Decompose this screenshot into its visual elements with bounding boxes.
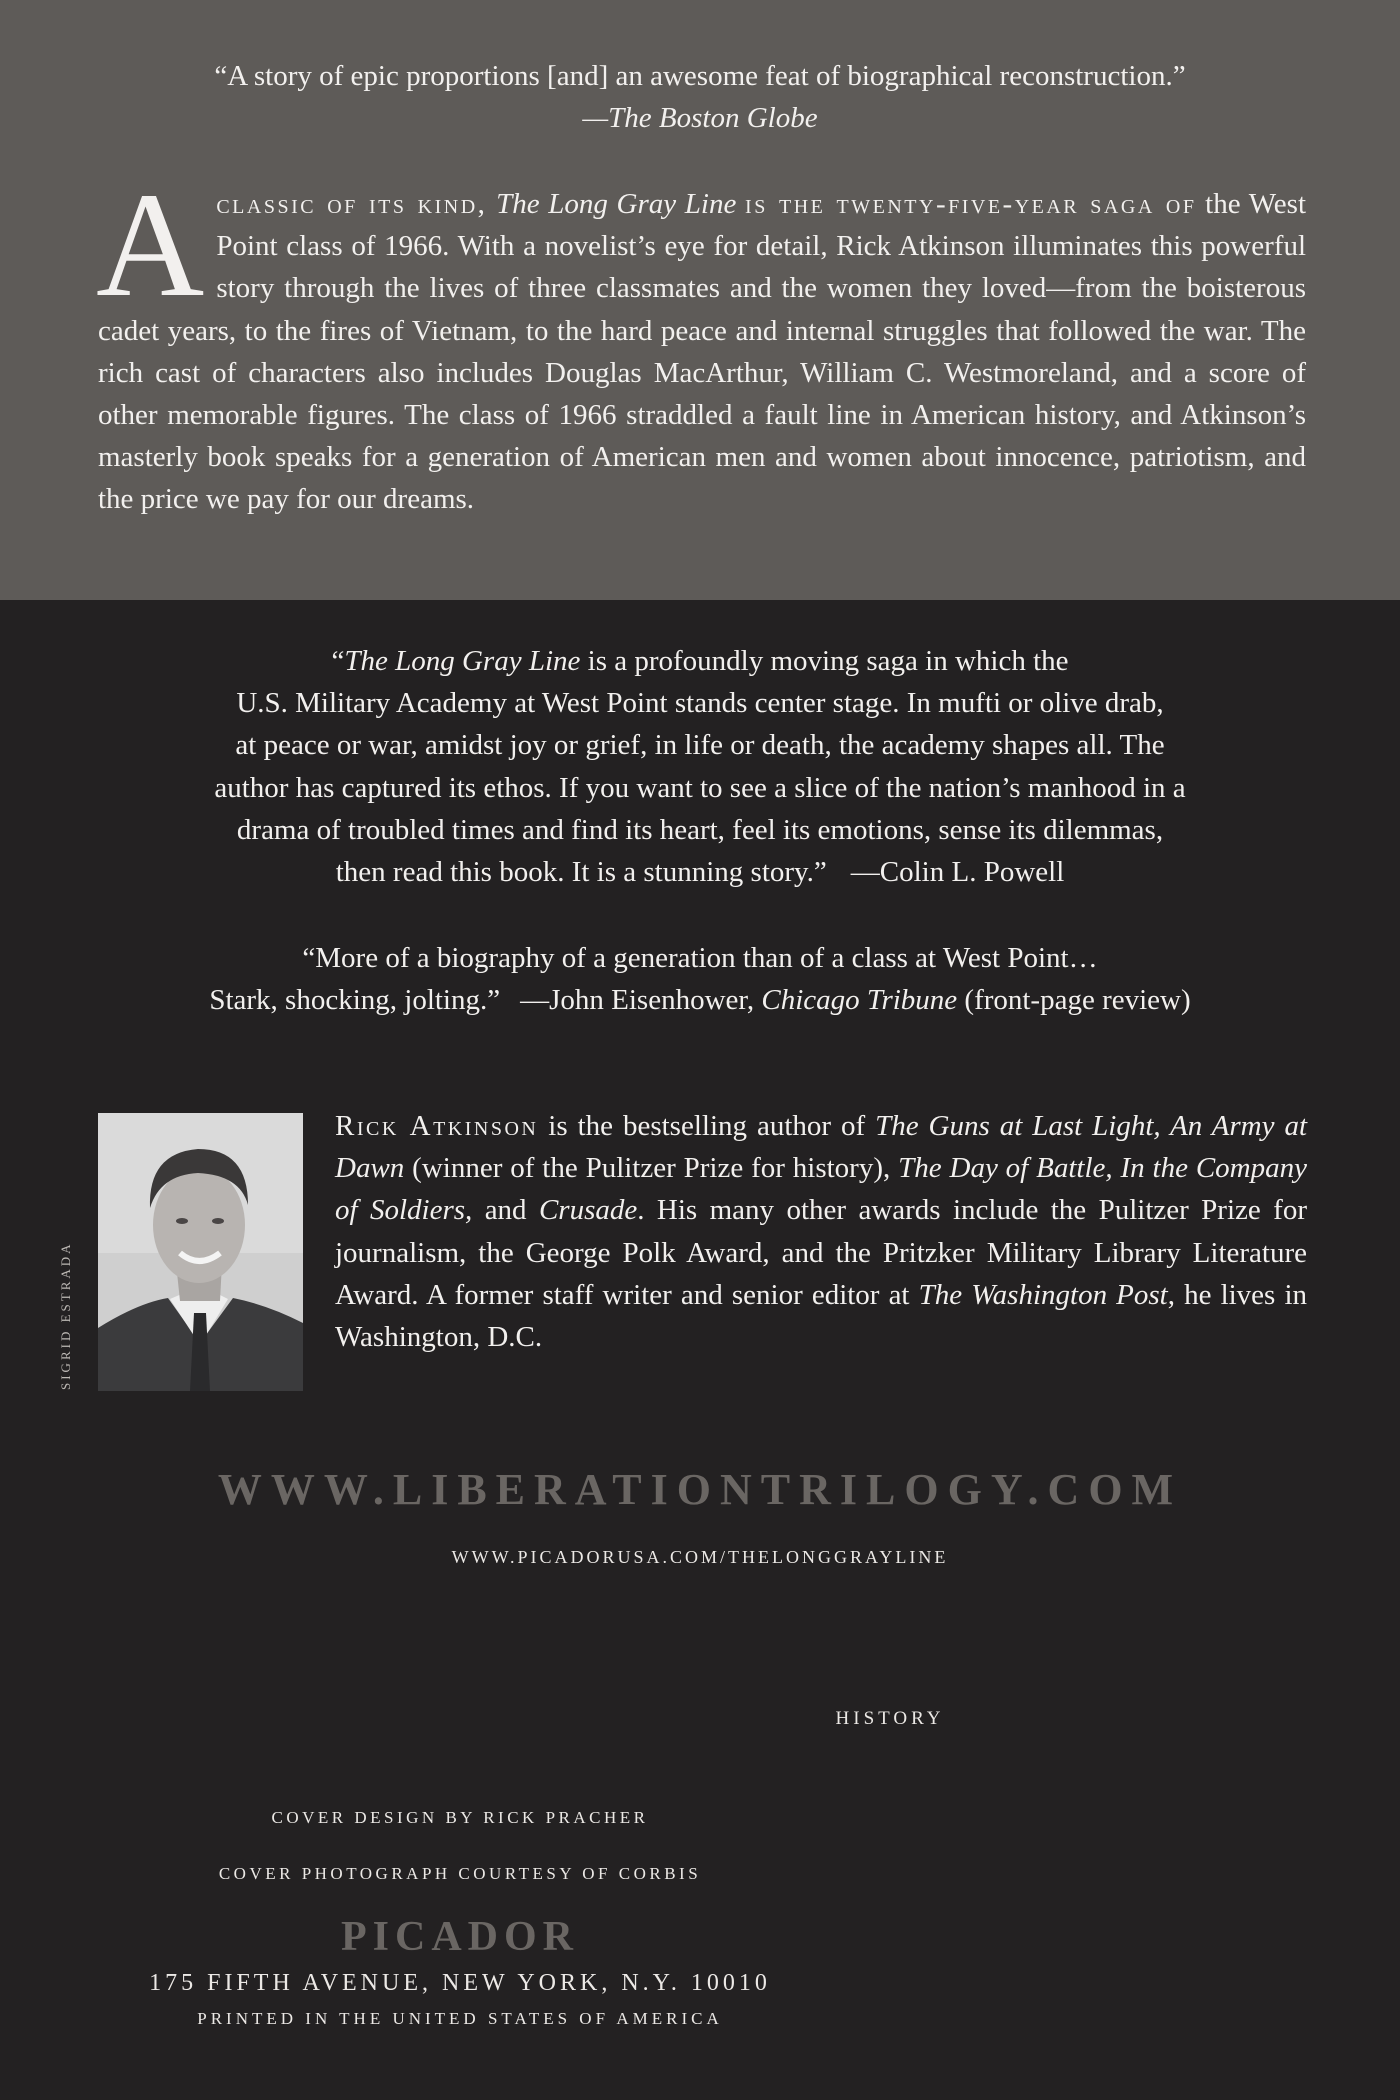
- top-quote-attribution: —The Boston Globe: [582, 102, 818, 134]
- summary-lead: classic of its kind,: [216, 188, 488, 220]
- photo-credit: SIGRID ESTRADA: [58, 1241, 73, 1390]
- website-sub[interactable]: WWW.PICADORUSA.COM/THELONGGRAYLINE: [451, 1547, 949, 1567]
- quote-line: U.S. Military Academy at West Point stands center stage. In mufti or olive drab,: [236, 687, 1164, 720]
- quote-attribution: —John Eisenhower,: [520, 984, 762, 1017]
- review-quote-eisenhower: [80, 937, 1320, 1021]
- top-quote-text: “A story of epic proportions [and] an awesome feat of biographical reconstruction.”: [214, 60, 1186, 92]
- author-photo: [98, 1113, 303, 1391]
- quote-line: drama of troubled times and find its heart, feel its emotions, sense its dilemmas,: [236, 813, 1164, 846]
- printed-in: PRINTED IN THE UNITED STATES OF AMERICA: [197, 2009, 723, 2028]
- cover-photo-credit: COVER PHOTOGRAPH COURTESY OF CORBIS: [218, 1864, 702, 1883]
- book-titles: The Guns at Last Light, An Army at Dawn: [335, 1110, 1307, 1185]
- drop-cap: A: [96, 162, 205, 328]
- book-titles: The Day of Battle, In the Company of Soldiers,: [335, 1152, 1307, 1227]
- quote-line: author has captured its ethos. If you want to see a slice of the nation’s manhood in a: [214, 771, 1186, 804]
- author-bio: Rick Atkinson is the bestselling author of The Guns at Last Light, An Army at Dawn (winner of the Pulitzer Prize for history), The Day of Battle, In the Company of Soldiers, and Crusade. His many other awards include the Pulitzer Prize for journalism, the George Polk Award, and the Pritzker Military Library Literature Award. A former staff writer and senior editor at The Washington Post, he lives in Washington, D.C.: [335, 1110, 1307, 1354]
- quote-line: “More of a biography of a generation than of a class at West Point…: [302, 942, 1098, 974]
- summary-lead-2: is the twenty-five-year saga of: [745, 188, 1197, 220]
- quote-line: Stark, shocking, jolting.” —John Eisenhower, Chicago Tribune (front-page review): [209, 984, 1191, 1017]
- review-quote-powell: [80, 640, 1320, 893]
- quote-line: “The Long Gray Line is a profoundly moving saga in which the: [331, 645, 1069, 677]
- summary-title: The Long Gray Line: [496, 188, 737, 220]
- book-titles: Crusade: [538, 1194, 638, 1227]
- publisher-logo: PICADOR: [341, 1914, 579, 1960]
- summary-body: the West Point class of 1966. With a novelist’s eye for detail, Rick Atkinson illuminates this powerful story through the lives of three classmates and the women they loved—from the boisterous cadet years, to the fires of Vietnam, to the hard peace and internal struggles that followed the war. The rich cast of characters also includes Douglas MacArthur, William C. Westmoreland, and a score of other memorable figures. The class of 1966 straddled a fault line in American history, and Atkinson’s masterly book speaks for a generation of American men and women about innocence, patriotism, and the price we pay for our dreams.: [98, 188, 1307, 516]
- website-main[interactable]: WWW.LIBERATIONTRILOGY.COM: [217, 1465, 1183, 1514]
- quote-line: at peace or war, amidst joy or grief, in life or death, the academy shapes all. The: [235, 729, 1165, 762]
- publisher-address: 175 FIFTH AVENUE, NEW YORK, N.Y. 10010: [149, 1970, 771, 1996]
- quote-line: then read this book. It is a stunning story.” —Colin L. Powell: [335, 856, 1065, 889]
- top-quote: [60, 55, 1340, 139]
- quote-publication: Chicago Tribune: [761, 984, 958, 1017]
- author-name: Rick Atkinson: [335, 1110, 539, 1142]
- quote-attribution: —Colin L. Powell: [850, 856, 1065, 889]
- publication-name: The Washington Post: [918, 1278, 1168, 1311]
- credits-block: [80, 1806, 840, 2029]
- cover-design-credit: COVER DESIGN BY RICK PRACHER: [271, 1808, 649, 1827]
- book-summary: [96, 162, 1307, 521]
- category-label: HISTORY: [835, 1708, 945, 1729]
- quote-title: The Long Gray Line: [344, 645, 581, 677]
